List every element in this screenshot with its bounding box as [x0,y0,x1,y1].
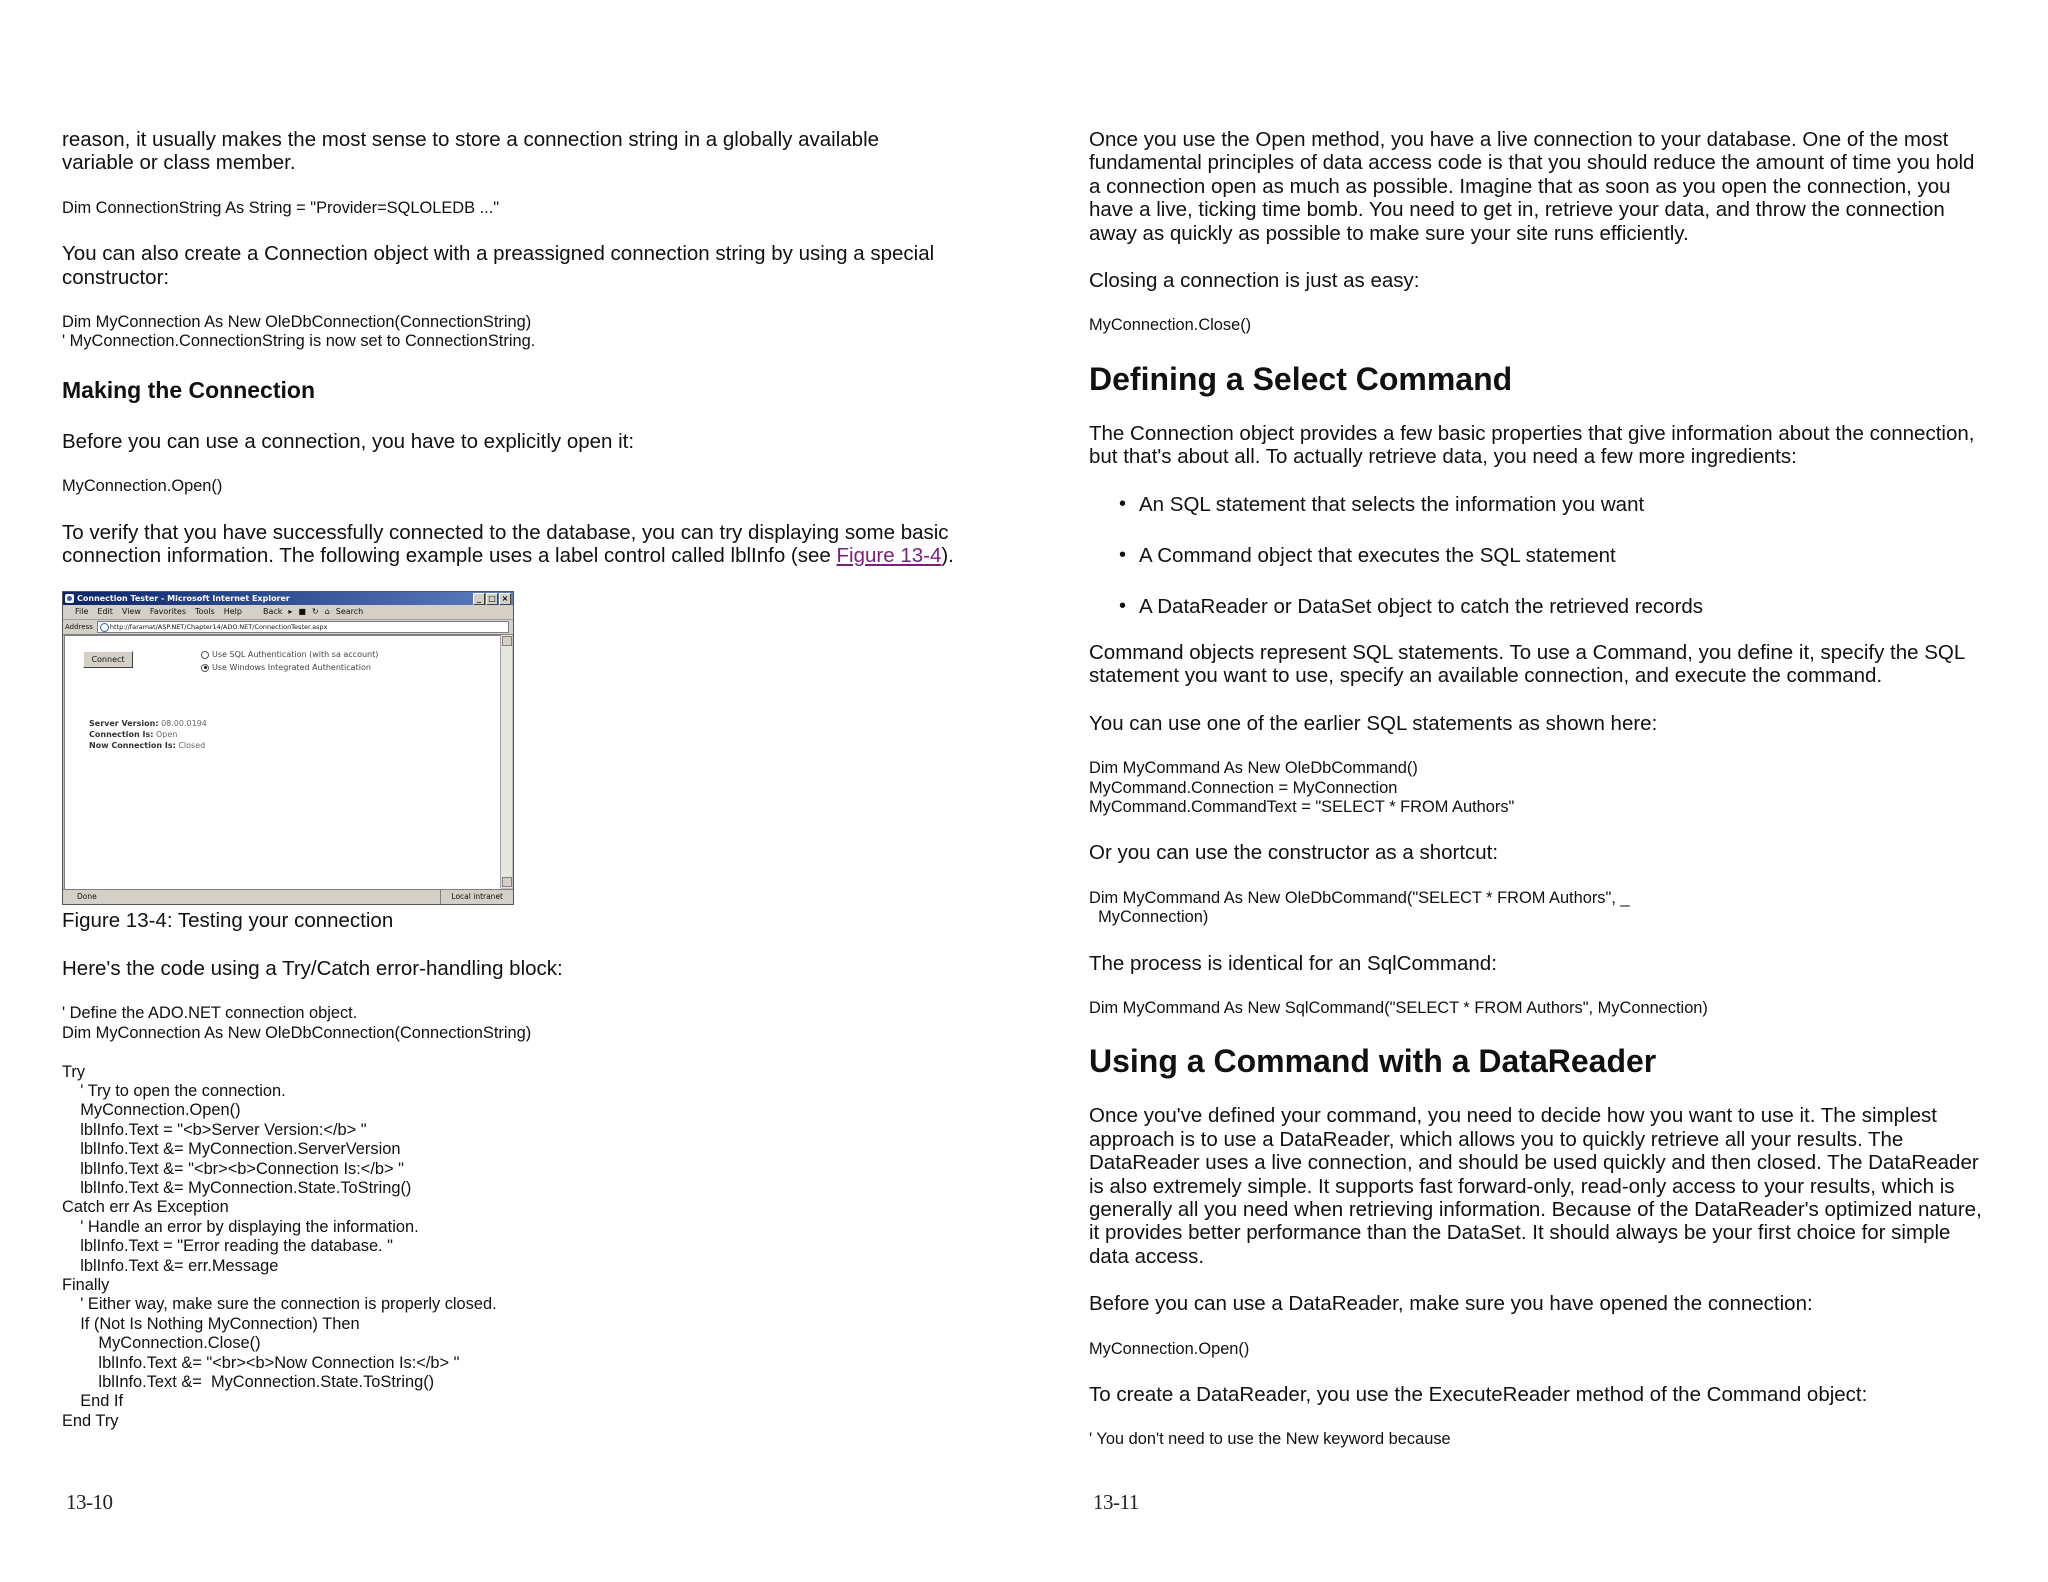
paragraph: The Connection object provides a few basic properties that give information about the connection, but that's about all. To actually retrieve data, you need a few more ingredients: [1089,421,1975,469]
connection-is-line [89,730,177,739]
search-button: Search [335,607,364,617]
menu-view: View [121,607,141,617]
menu-bar [63,605,513,620]
paragraph: Here's the code using a Try/Catch error-handling block: [62,956,563,980]
bullet-list [1089,493,2009,619]
refresh-icon: ↻ [311,607,319,617]
menu-file: File [75,607,89,617]
section-heading: Defining a Select Command [1089,360,1513,397]
paragraph: Or you can use the constructor as a shortcut: [1089,841,1499,865]
window-controls [473,593,511,605]
radio-selected-icon [201,664,209,672]
code-block: Dim ConnectionString As String = "Provider=SQLOLEDB ..." [62,198,500,217]
radio-icon [201,651,209,659]
paragraph: The process is identical for an SqlCommand: [1089,951,1497,975]
window-title: Connection Tester - Microsoft Internet Explorer [77,594,290,604]
paragraph: To create a DataReader, you use the ExecuteReader method of the Command object: [1089,1383,1868,1406]
connect-button: Connect [83,651,133,668]
address-field: http://faramat/ASP.NET/Chapter14/ADO.NET/ConnectionTester.aspx [97,621,509,633]
paragraph [62,521,992,568]
figure-screenshot [62,591,514,905]
paragraph: Before you can use a connection, you have to explicitly open it: [62,429,635,453]
paragraph: Once you use the Open method, you have a live connection to your database. One of the most fundamental principles of data access code is that you should reduce the amount of time you hold a connection open as much as possible. Imagine that as soon as you open the connection, you have a live, ticking time bomb. You need to get in, retrieve your data, and throw the connection away as quickly as possible to make sure your site runs efficiently. [1089,128,1975,245]
info-label: Now Connection Is: [89,741,176,751]
page-number: 13-10 [66,1490,113,1514]
right-page [1089,128,2009,1474]
radio-sql-auth [201,650,378,659]
code-block: Dim MyConnection As New OleDbConnection(ConnectionString) ' MyConnection.ConnectionString is now set to ConnectionString. [62,313,536,351]
left-page [62,128,992,1455]
code-block: Dim MyCommand As New SqlCommand("SELECT * FROM Authors", MyConnection) [1089,998,1708,1017]
scrollbar [500,635,512,888]
code-block: Dim MyCommand As New OleDbCommand() MyCommand.Connection = MyConnection MyCommand.CommandText = "SELECT * FROM Authors" [1089,759,1515,816]
figure-link[interactable]: Figure 13-4 [836,544,942,568]
stop-icon: ■ [298,607,306,617]
now-connection-line [89,741,205,750]
paragraph-text: To verify that you have successfully connected to the database, you can try displaying some basic connection information. The following example uses a label control called lblInfo (see [62,520,949,568]
minimize-icon: _ [473,593,485,605]
back-button: Back [262,607,283,617]
maximize-icon: □ [486,593,498,605]
paragraph: Closing a connection is just as easy: [1089,269,1420,293]
radio-label: Use Windows Integrated Authentication [212,663,371,673]
info-label: Server Version: [89,719,159,729]
code-block: ' Define the ADO.NET connection object. Dim MyConnection As New OleDbConnection(ConnectionString) Try ' Try to open the connection. MyConnection.Open() lblInfo.Text = "<b>Server Version:</b> " lblInfo.Text &= MyConnection.ServerVersion lblInfo.Text &= "<br><b>Connection Is:</b> " lblInfo.Text &= MyConnection.State.ToString() Catch err As Exception ' Handle an error by displaying the information. lblInfo.Text = "Error reading the database. " lblInfo.Text &= err.Message Finally ' Either way, make sure the connection is properly closed. If (Not Is Nothing MyConnection) Then MyConnection.Close() lblInfo.Text &= "<br><b>Now Connection Is:</b> " lblInfo.Text &= MyConnection.State.ToString() End If End Try [62,1004,532,1430]
paragraph-text-end: ). [941,544,954,568]
code-block: MyConnection.Open() [1089,1339,1250,1358]
list-item: • A DataReader or DataSet object to catch the retrieved records [1119,595,2009,618]
zone-text: Local intranet [440,890,503,904]
info-value: 08.00.0194 [161,719,207,729]
menu-help: Help [223,607,242,617]
paragraph: You can use one of the earlier SQL statements as shown here: [1089,711,1658,735]
section-heading: Using a Command with a DataReader [1089,1043,1657,1080]
code-block: ' You don't need to use the New keyword because [1089,1430,1451,1449]
menu-tools: Tools [195,607,215,617]
section-heading: Making the Connection [62,376,315,403]
paragraph: reason, it usually makes the most sense to store a connection string in a globally available variable or class member. [62,128,880,175]
paragraph: Once you've defined your command, you need to decide how you want to use it. The simplest approach is to use a DataReader, which allows you to quickly retrieve all your results. The DataReader uses a live connection, and should be used quickly and then closed. The DataReader is also extremely simple. It supports fast forward-only, read-only access to your results, which is generally all you need when retrieving information. Because of the DataReader's optimized nature, it provides better performance than the DataSet. It should always be your first choice for simple data access. [1089,1104,1982,1268]
page-number: 13-11 [1093,1490,1139,1514]
home-icon: ⌂ [324,607,330,617]
figure-caption: Figure 13-4: Testing your connection [62,909,394,933]
server-version-line [89,719,207,728]
paragraph: Before you can use a DataReader, make sure you have opened the connection: [1089,1292,1813,1316]
status-bar [63,889,513,904]
code-block: MyConnection.Close() [1089,316,1252,335]
browser-content [64,635,501,889]
radio-label: Use SQL Authentication (with sa account) [212,650,379,660]
address-label: Address [65,623,93,632]
close-icon: × [499,593,511,605]
address-bar [63,620,513,635]
info-value: Open [155,730,178,740]
code-block: MyConnection.Open() [62,477,223,496]
info-value: Closed [178,741,206,751]
menu-favorites: Favorites [149,607,187,617]
window-title-bar [63,592,513,605]
menu-edit: Edit [97,607,113,617]
radio-windows-auth [201,663,371,672]
ie-logo-icon [65,594,74,603]
toolbar [263,605,363,619]
forward-icon: ▸ [288,607,293,617]
info-label: Connection Is: [89,730,154,740]
list-item: • A Command object that executes the SQL statement [1119,544,2009,567]
code-block: Dim MyCommand As New OleDbCommand("SELECT * FROM Authors", _ MyConnection) [1089,888,1630,927]
paragraph: Command objects represent SQL statements. To use a Command, you define it, specify the SQL statement you want to use, specify an available connection, and execute the command. [1089,640,1966,688]
paragraph: You can also create a Connection object with a preassigned connection string by using a special constructor: [62,242,935,289]
status-text: Done [77,892,97,902]
list-item: • An SQL statement that selects the information you want [1119,493,2009,516]
